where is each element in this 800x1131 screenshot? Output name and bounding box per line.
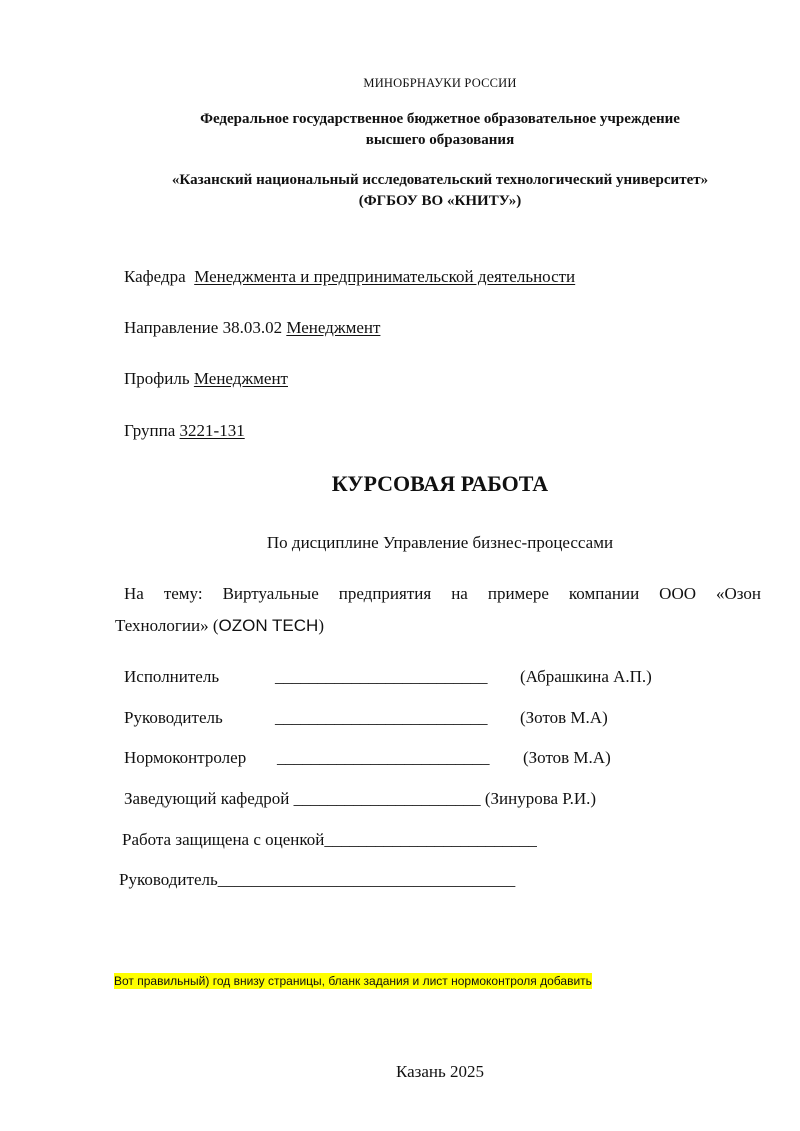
supervisor-label: Руководитель — [124, 708, 223, 727]
direction-field — [124, 318, 380, 338]
city-year-footer: Казань 2025 — [395, 1062, 485, 1081]
supervisor-final-label: Руководитель — [119, 870, 218, 889]
supervisor-signature-line: _________________________ — [275, 708, 488, 727]
profile-value: Менеджмент — [193, 369, 288, 388]
university-name: «Казанский национальный исследовательский технологический университет» — [171, 172, 709, 188]
institution-line-2: высшего образования — [365, 132, 515, 148]
defended-grade-line: _________________________ — [324, 830, 537, 849]
supervisor-final-line: ___________________________________ — [217, 870, 516, 889]
topic-company-name: OZON TECH — [218, 616, 319, 635]
normcontrol-name: (Зотов М.А) — [523, 748, 611, 767]
head-of-department-label: Заведующий кафедрой — [124, 789, 290, 808]
direction-value: Менеджмент — [286, 318, 381, 337]
group-field — [124, 421, 245, 441]
topic-line-2 — [115, 616, 324, 636]
group-label: Группа — [124, 421, 176, 440]
head-of-department-signature-line: ______________________ — [293, 789, 481, 808]
supervisor-final-row — [119, 870, 515, 890]
discipline-line: По дисциплине Управление бизнес-процессами — [266, 533, 614, 552]
group-value: 3221-131 — [179, 421, 245, 440]
topic-line-1: На тему: Виртуальные предприятия на примере компании ООО «Озон — [124, 584, 761, 603]
supervisor-name: (Зотов М.А) — [520, 708, 608, 727]
direction-label: Направление 38.03.02 — [124, 318, 283, 337]
profile-field — [124, 369, 288, 389]
department-label: Кафедра — [124, 267, 186, 286]
head-of-department-row — [124, 789, 596, 809]
executor-label: Исполнитель — [124, 667, 220, 686]
head-of-department-name: (Зинурова Р.И.) — [484, 789, 597, 808]
normcontrol-signature-line: _________________________ — [277, 748, 490, 767]
executor-signature-line: _________________________ — [275, 667, 488, 686]
highlighted-review-note: Вот правильный) год внизу страницы, бланк задания и лист нормоконтроля добавить — [114, 974, 592, 988]
department-value: Менеджмента и предпринимательской деятельности — [194, 267, 576, 286]
topic-line-2-suffix: ) — [318, 616, 324, 635]
topic-line-2-prefix: Технологии» ( — [115, 616, 219, 635]
profile-label: Профиль — [124, 369, 190, 388]
normcontrol-label: Нормоконтролер — [124, 748, 247, 767]
ministry-header: МИНОБРНАУКИ РОССИИ — [363, 76, 517, 90]
institution-line-1: Федеральное государственное бюджетное образовательное учреждение — [200, 111, 680, 127]
defended-grade-row — [122, 830, 537, 850]
university-abbreviation: (ФГБОУ ВО «КНИТУ») — [358, 193, 522, 209]
executor-name: (Абрашкина А.П.) — [520, 667, 652, 686]
defended-grade-label: Работа защищена с оценкой — [122, 830, 325, 849]
page-title: КУРСОВАЯ РАБОТА — [331, 471, 549, 496]
department-field — [124, 267, 575, 287]
